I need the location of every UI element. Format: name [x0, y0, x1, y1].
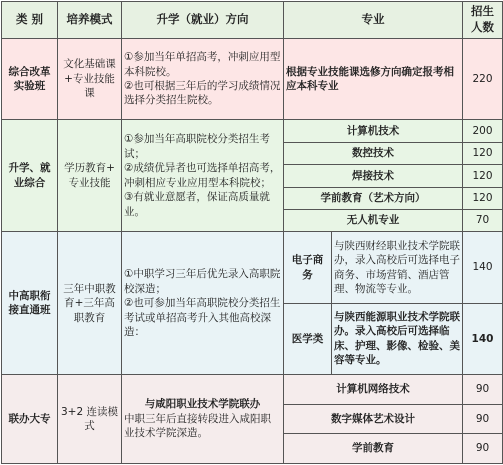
direction-title: 与咸阳职业技术学院联办 — [144, 398, 261, 411]
major-cell: 学前教育 — [284, 434, 463, 464]
major-cell: 数字媒体艺术设计 — [284, 404, 463, 434]
major-detail-cell: 与陕西财经职业技术学院联办，录入高校后可选择电子商务、市场营销、酒店管理、物流等专业。 — [332, 232, 463, 303]
count-cell: 140 — [463, 303, 503, 374]
category-text: 升学、就 业综合 — [8, 162, 51, 189]
header-count — [463, 2, 503, 39]
count-cell: 120 — [463, 187, 503, 209]
category-text: 中高职衔 接直通班 — [8, 289, 51, 317]
direction-text: 中职三年后直接转段进入咸阳职业技术学院深造。 — [124, 412, 271, 440]
count-cell: 120 — [463, 165, 503, 187]
count-cell: 120 — [463, 142, 503, 164]
header-direction: 升学（就业）方向 — [122, 2, 284, 39]
section-reform-class — [2, 38, 503, 120]
header-major: 专业 — [284, 2, 463, 39]
category-cell — [2, 38, 58, 120]
count-cell: 70 — [463, 209, 503, 231]
mode-cell: 文化基础课 +专业技能 课 — [58, 38, 122, 120]
section-comprehensive-row-1 — [2, 120, 503, 142]
count-cell: 90 — [463, 375, 503, 405]
category-cell — [2, 375, 58, 464]
category-cell — [2, 120, 58, 232]
enrollment-table — [1, 1, 503, 464]
section-joint-college-row-1 — [2, 375, 503, 405]
category-text: 综合改革 实验班 — [8, 65, 51, 92]
major-cell: 计算机技术 — [284, 120, 463, 142]
major-name-cell: 医学类 — [284, 303, 332, 374]
major-cell: 数控技术 — [284, 142, 463, 164]
major-cell: 无人机专业 — [284, 209, 463, 231]
direction-cell: ①参加当年单招高考，冲刺应用型本科院校。 ②也可根据三年后的学习成绩情况选择分类招生院校。 — [122, 38, 284, 120]
direction-cell: ①中职学习三年后优先录入高职院校深造； ②也可参加当年高职院校分类招生考试或单招高考升入其他高校深造： — [122, 232, 284, 375]
major-cell: 焊接技术 — [284, 165, 463, 187]
count-cell: 220 — [463, 38, 503, 120]
count-cell: 90 — [463, 434, 503, 464]
major-cell: 计算机网络技术 — [284, 375, 463, 405]
category-cell — [2, 232, 58, 375]
mode-cell: 3+2 连读模 式 — [58, 375, 122, 464]
major-cell: 学前教育（艺术方向） — [284, 187, 463, 209]
major-name-cell: 电子商 务 — [284, 232, 332, 303]
header-mode: 培养模式 — [58, 2, 122, 39]
count-cell: 200 — [463, 120, 503, 142]
header-row — [2, 2, 503, 39]
count-cell: 90 — [463, 404, 503, 434]
count-cell: 140 — [463, 232, 503, 303]
header-category: 类 别 — [2, 2, 58, 39]
mode-cell: 学历教育+ 专业技能 — [58, 120, 122, 232]
major-detail-cell: 与陕西能源职业技术学院联办。录入高校后可选择临床、护理、影像、检验、美容等专业。 — [332, 303, 463, 374]
major-cell: 根据专业技能课选修方向确定报考相应本科专业 — [284, 38, 463, 120]
category-text: 联办大专 — [8, 412, 51, 425]
direction-cell — [122, 375, 284, 464]
header-count-text: 招生 人数 — [471, 3, 494, 34]
direction-cell: ①参加当年高职院校分类招生考试； ②成绩优异者也可选择单招高考，冲刺相应专业应用型本科院校； ③有就业意愿者，保证高质量就业。 — [122, 120, 284, 232]
mode-cell: 三年中职教 育+三年高 职教育 — [58, 232, 122, 375]
section-direct-class-row-1 — [2, 232, 503, 303]
